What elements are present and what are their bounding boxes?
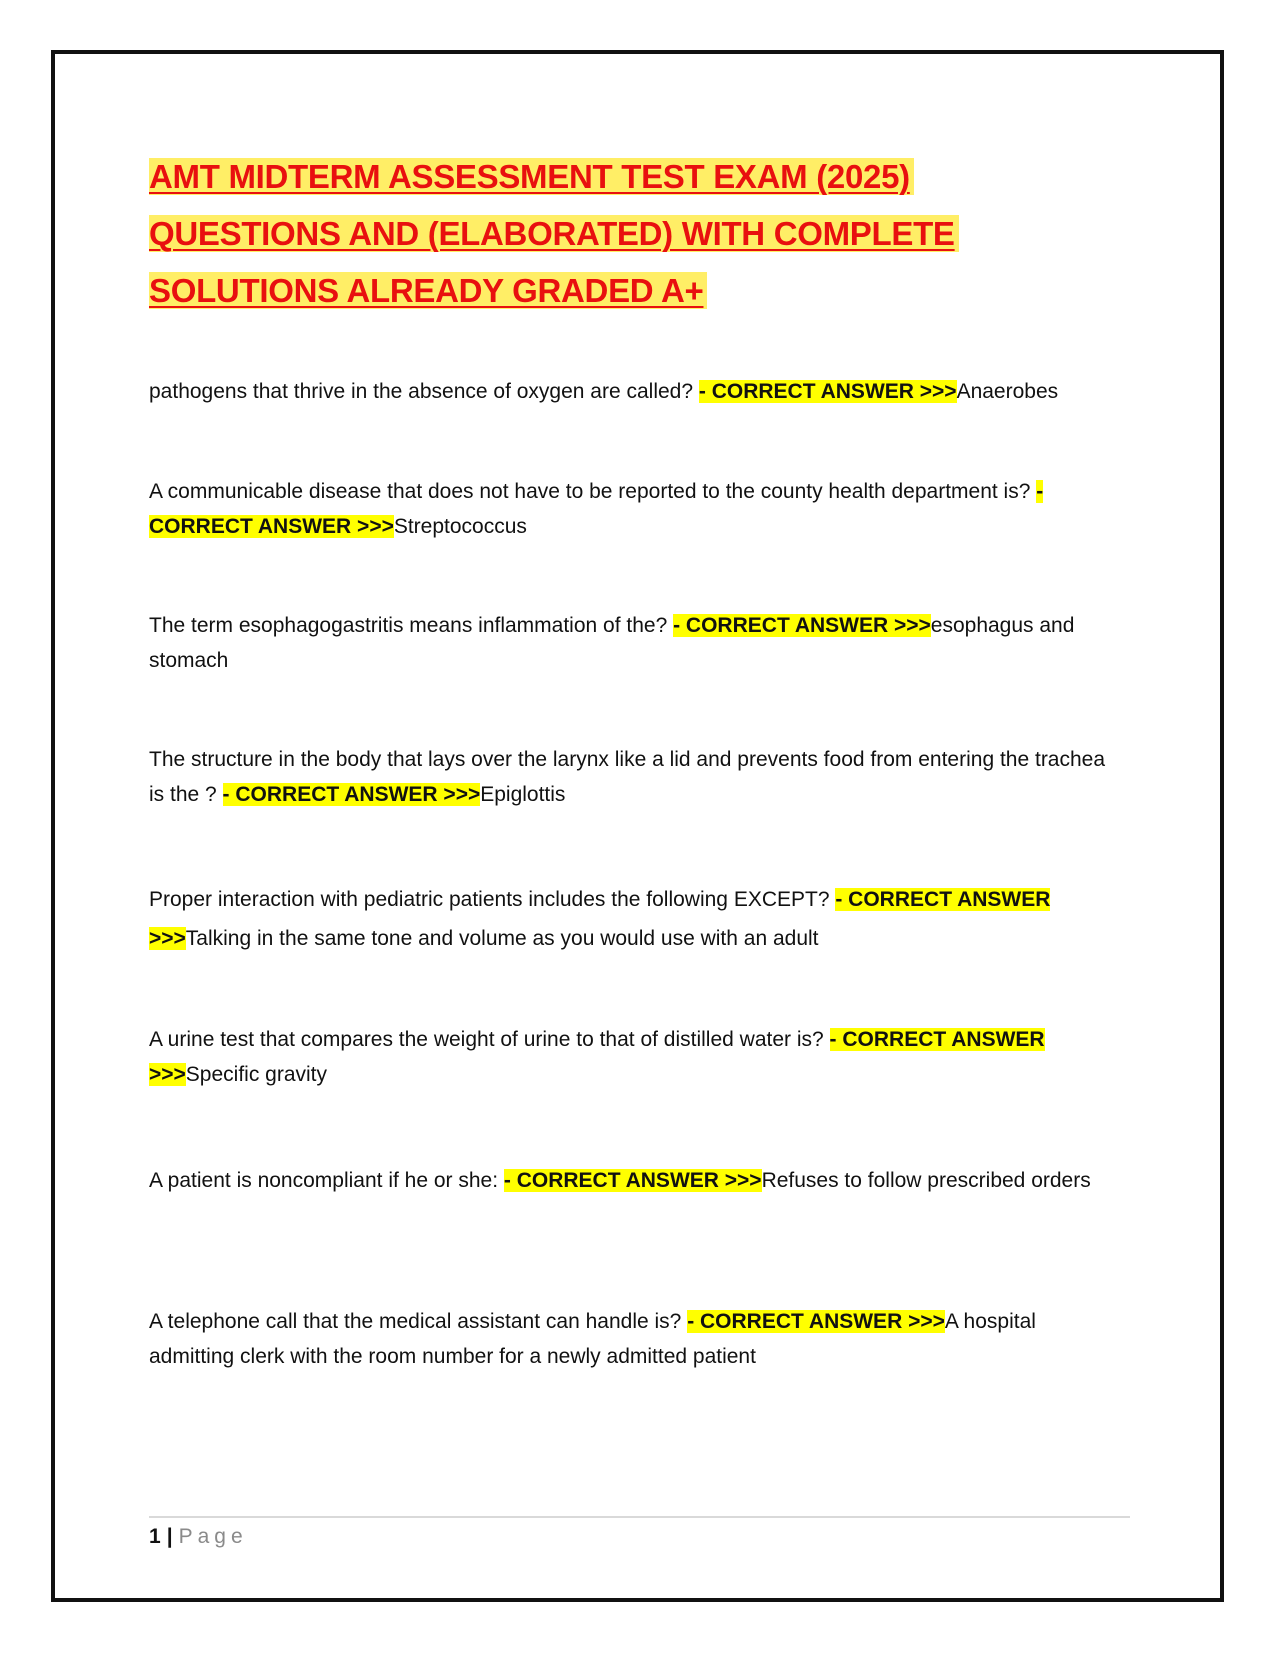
answer-text: Talking in the same tone and volume as you would use with an adult bbox=[185, 927, 819, 950]
question-item-8 bbox=[149, 1304, 1124, 1374]
question-text: pathogens that thrive in the absence of oxygen are called? bbox=[149, 380, 699, 403]
page-number: 1 bbox=[149, 1525, 161, 1548]
answer-marker: - CORRECT ANSWER >>> bbox=[149, 480, 1044, 538]
footer-divider bbox=[149, 1516, 1130, 1518]
question-item-7 bbox=[149, 1163, 1124, 1198]
page-footer bbox=[149, 1522, 248, 1552]
question-item-4 bbox=[149, 742, 1124, 812]
question-text: A telephone call that the medical assistant can handle is? bbox=[149, 1310, 688, 1333]
footer-separator: | bbox=[166, 1525, 173, 1548]
answer-marker: - CORRECT ANSWER >>> bbox=[149, 888, 1051, 950]
answer-text: Epiglottis bbox=[480, 783, 566, 806]
answer-marker: - CORRECT ANSWER >>> bbox=[503, 1169, 762, 1192]
answer-text: esophagus and stomach bbox=[149, 614, 1075, 672]
answer-marker: - CORRECT ANSWER >>> bbox=[673, 614, 931, 637]
title-line: QUESTIONS AND (ELABORATED) WITH COMPLETE bbox=[149, 205, 1049, 262]
answer-marker: - CORRECT ANSWER >>> bbox=[149, 1028, 1045, 1086]
question-text: The structure in the body that lays over the larynx like a lid and prevents food from entering the trachea is the ? bbox=[149, 748, 1106, 806]
question-item-6 bbox=[149, 1022, 1124, 1092]
question-text: A urine test that compares the weight of urine to that of distilled water is? bbox=[149, 1028, 830, 1051]
answer-text: Anaerobes bbox=[956, 380, 1059, 403]
document-title bbox=[149, 148, 1049, 319]
question-text: A patient is noncompliant if he or she: bbox=[149, 1169, 504, 1192]
question-item-3 bbox=[149, 608, 1124, 678]
title-line: AMT MIDTERM ASSESSMENT TEST EXAM (2025) bbox=[149, 148, 1049, 205]
question-item-1 bbox=[149, 374, 1124, 409]
question-item-2 bbox=[149, 474, 1124, 544]
answer-text: A hospital admitting clerk with the room number for a newly admitted patient bbox=[149, 1310, 1036, 1368]
question-text: The term esophagogastritis means inflammation of the? bbox=[149, 614, 674, 637]
title-line: SOLUTIONS ALREADY GRADED A+ bbox=[149, 262, 1049, 319]
answer-marker: - CORRECT ANSWER >>> bbox=[698, 380, 957, 403]
answer-text: Refuses to follow prescribed orders bbox=[761, 1169, 1091, 1192]
question-item-5 bbox=[149, 880, 1124, 958]
answer-marker: - CORRECT ANSWER >>> bbox=[687, 1310, 945, 1333]
answer-text: Specific gravity bbox=[185, 1063, 328, 1086]
answer-text: Streptococcus bbox=[393, 515, 527, 538]
question-text: A communicable disease that does not have to be reported to the county health department is? bbox=[149, 480, 1037, 503]
page-label: Page bbox=[178, 1525, 248, 1548]
answer-marker: - CORRECT ANSWER >>> bbox=[222, 783, 481, 806]
question-text: Proper interaction with pediatric patients includes the following EXCEPT? bbox=[149, 888, 836, 911]
